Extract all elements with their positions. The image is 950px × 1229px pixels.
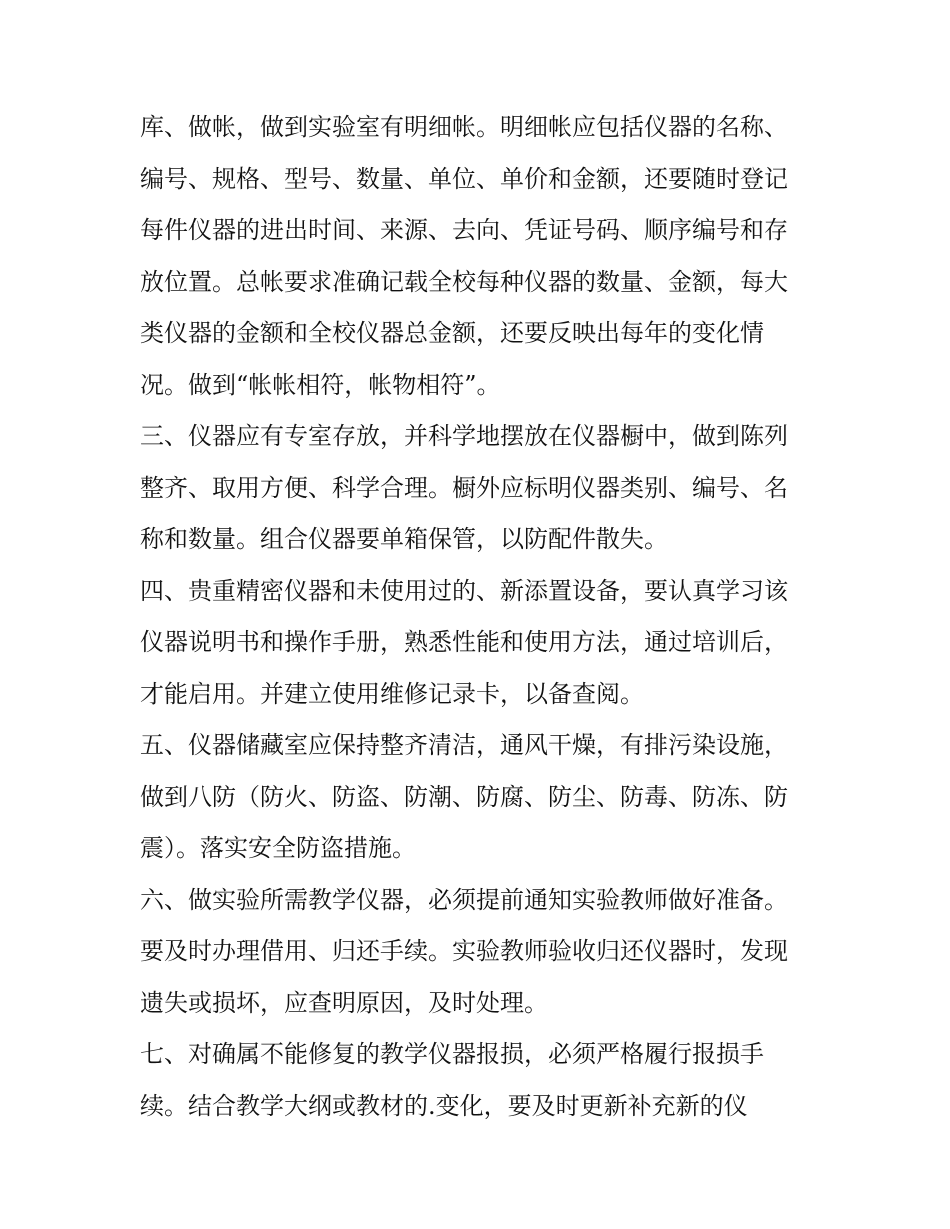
text-line: 要及时办理借用、归还手续。实验教师验收归还仪器时，发现 (140, 937, 788, 965)
text-line: 才能启用。并建立使用维修记录卡，以备查阅。 (140, 679, 644, 708)
text-line: 库、做帐，做到实验室有明细帐。明细帐应包括仪器的名称、 (140, 113, 788, 141)
text-line: 七、对确属不能修复的教学仪器报损，必须严格履行报损手 (140, 1040, 764, 1068)
text-line: 放位置。总帐要求准确记载全校每种仪器的数量、金额，每大 (140, 267, 788, 296)
text-line: 仪器说明书和操作手册，熟悉性能和使用方法，通过培训后， (140, 628, 788, 656)
text-line: 六、做实验所需教学仪器，必须提前通知实验教师做好准备。 (140, 885, 788, 914)
text-line: 震）。落实安全防盗措施。 (140, 834, 416, 862)
text-line: 做到八防（防火、防盗、防潮、防腐、防尘、防毒、防冻、防 (140, 782, 788, 811)
text-line: 每件仪器的进出时间、来源、去向、凭证号码、顺序编号和存 (140, 216, 788, 244)
text-line: 类仪器的金额和全校仪器总金额，还要反映出每年的变化情 (140, 319, 764, 347)
text-line: 五、仪器储藏室应保持整齐清洁，通风干燥，有排污染设施， (140, 731, 788, 759)
text-line: 遗失或损坏，应查明原因，及时处理。 (140, 988, 548, 1017)
text-line: 三、仪器应有专室存放，并科学地摆放在仪器橱中，做到陈列 (140, 422, 788, 450)
document-body (140, 102, 820, 1132)
text-line: 况。做到“帐帐相符，帐物相符”。 (140, 370, 501, 399)
text-line: 续。结合教学大纲或教材的.变化，要及时更新补充新的仪 (140, 1091, 748, 1120)
text-line: 整齐、取用方便、科学合理。橱外应标明仪器类别、编号、名 (140, 473, 788, 502)
text-line: 称和数量。组合仪器要单箱保管，以防配件散失。 (140, 525, 668, 553)
text-line: 四、贵重精密仪器和未使用过的、新添置设备，要认真学习该 (140, 576, 788, 605)
text-line: 编号、规格、型号、数量、单位、单价和金额，还要随时登记 (140, 164, 788, 193)
